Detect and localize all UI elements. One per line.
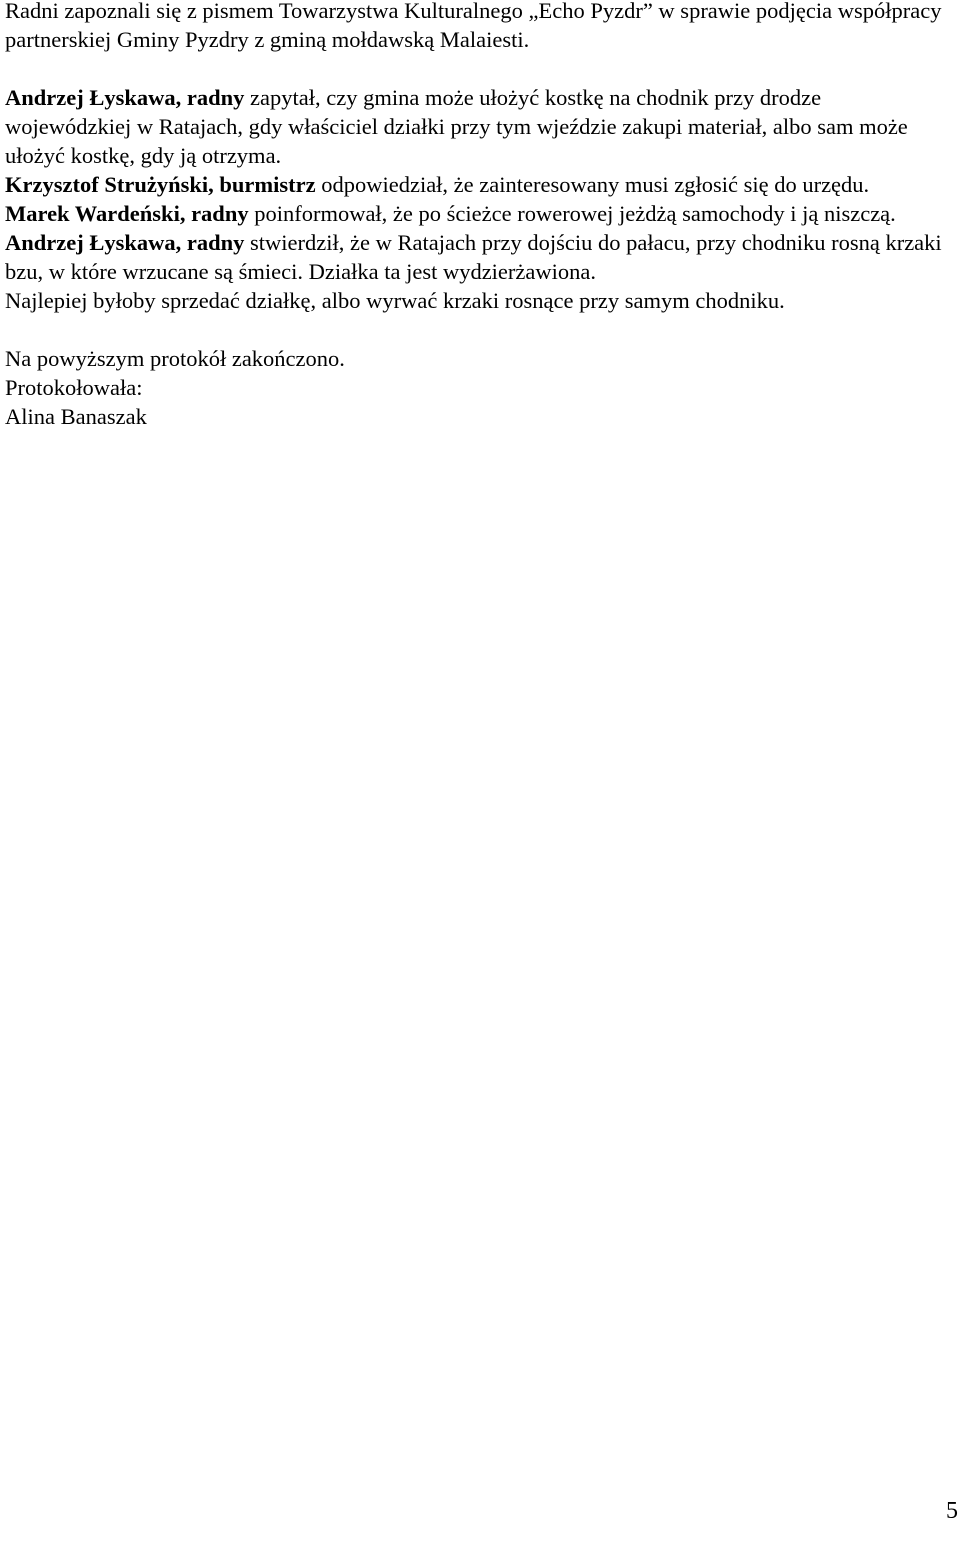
- speaker-name: Andrzej Łyskawa, radny: [5, 85, 245, 110]
- statement-text: stwierdził, że w Ratajach przy dojściu do pałacu, przy chodniku rosną krzaki bzu, w które wrzucane są śmieci. Działka ta jest wydzierżawiona.: [5, 230, 942, 284]
- statement-text: poinformował, że po ścieżce rowerowej jeżdżą samochody i ją niszczą.: [248, 201, 896, 226]
- paragraph-gap: [5, 54, 950, 83]
- statement-paragraph: [5, 199, 950, 228]
- closing-line: Na powyższym protokół zakończono.: [5, 346, 345, 371]
- statement-paragraph: [5, 83, 950, 170]
- recorder-name: Alina Banaszak: [5, 404, 147, 429]
- statement-text: odpowiedział, że zainteresowany musi zgłosić się do urzędu.: [315, 172, 870, 197]
- speaker-name: Marek Wardeński, radny: [5, 201, 249, 226]
- statement-text: zapytał, czy gmina może ułożyć kostkę na chodnik przy drodze wojewódzkiej w Ratajach, gdy właściciel działki przy tym wjeździe zakupi materiał, albo sam może ułożyć kostkę, gdy ją otrzyma.: [5, 85, 908, 168]
- page-number: 5: [946, 1498, 958, 1524]
- statement-paragraph: [5, 170, 950, 199]
- intro-paragraph: Radni zapoznali się z pismem Towarzystwa Kulturalnego „Echo Pyzdr” w sprawie podjęcia współpracy partnerskiej Gminy Pyzdry z gminą mołdawską Malaiesti.: [5, 0, 942, 52]
- paragraph-gap: [5, 315, 950, 344]
- statement-paragraph: [5, 228, 950, 286]
- suggestion-paragraph: Najlepiej byłoby sprzedać działkę, albo wyrwać krzaki rosnące przy samym chodniku.: [5, 288, 785, 313]
- speaker-name: Krzysztof Strużyński, burmistrz: [5, 172, 316, 197]
- document-body: [5, 0, 950, 431]
- speaker-name: Andrzej Łyskawa, radny: [5, 230, 245, 255]
- recorder-label: Protokołowała:: [5, 375, 143, 400]
